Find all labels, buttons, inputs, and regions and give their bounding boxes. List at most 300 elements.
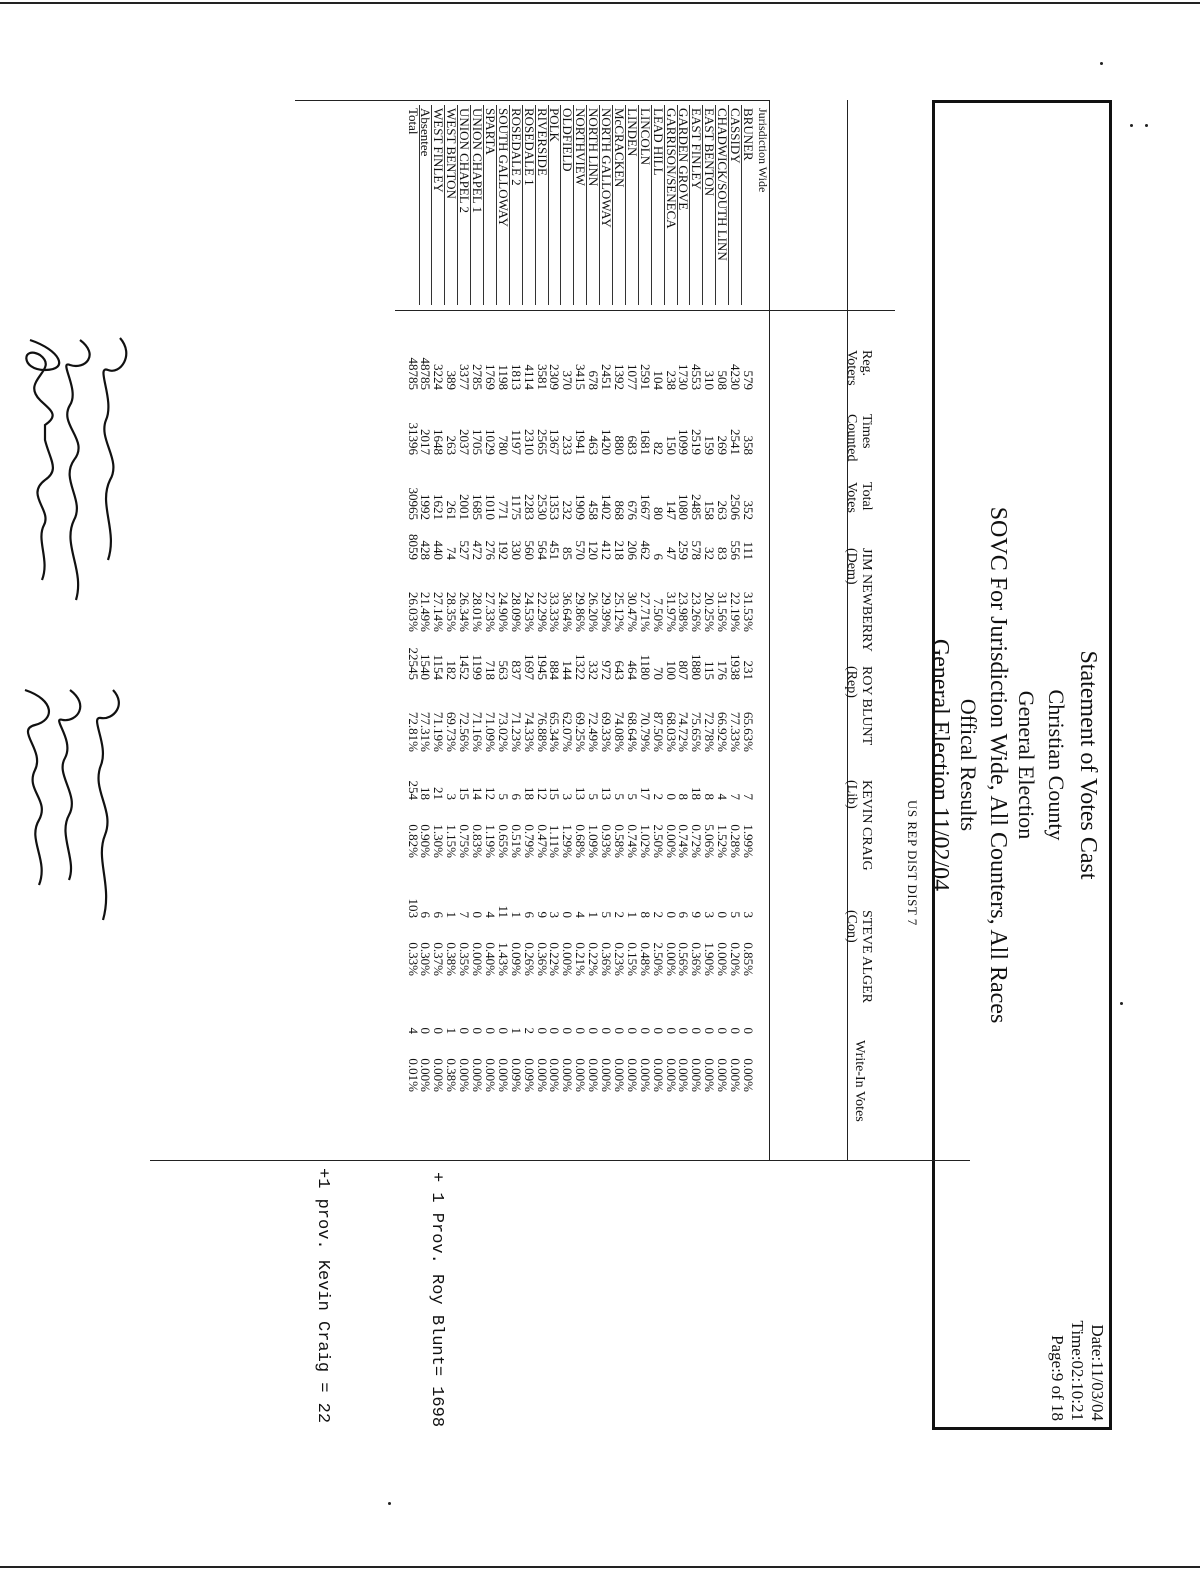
cell-bv: 1945 <box>534 654 550 680</box>
jurisdiction-name: EAST FINLEY <box>689 108 705 190</box>
cell-bv: 1199 <box>470 654 486 680</box>
cell-bp: 66.92% <box>715 711 731 752</box>
signature-left <box>0 330 140 660</box>
cell-cv: 15 <box>547 787 563 800</box>
jurisdiction-name: UNION CHAPEL 2 <box>457 108 473 213</box>
cell-wv: 0 <box>663 1027 679 1034</box>
cell-bp: 75.65% <box>689 711 705 752</box>
cell-times: 82 <box>650 442 666 455</box>
cell-bv: 807 <box>676 660 692 680</box>
cell-cp: 0.83% <box>470 824 486 858</box>
cell-reg: 370 <box>560 370 576 390</box>
cell-wv: 0 <box>483 1027 498 1034</box>
cell-bp: 71.09% <box>483 711 498 752</box>
results-status: Offical Results <box>956 698 981 832</box>
cell-total: 261 <box>444 500 460 520</box>
cell-times: 880 <box>612 435 627 455</box>
col-reg-voters-line2: Voters <box>844 350 859 386</box>
cell-nv: 192 <box>495 540 511 560</box>
cell-times: 2541 <box>728 429 744 455</box>
cell-cv: 7 <box>741 793 756 800</box>
cell-times: 1420 <box>599 429 615 455</box>
table-rule <box>395 310 895 311</box>
handwritten-note-blunt: + 1 Prov. Roy Blunt= 1698 <box>427 1172 446 1428</box>
jurisdiction-name: CASSIDY <box>728 108 744 164</box>
cell-nv: 47 <box>663 547 679 560</box>
cell-wv: 0 <box>457 1027 473 1034</box>
cell-bp: 72.56% <box>457 711 473 752</box>
cell-bp: 69.25% <box>573 711 589 752</box>
report-scope: SOVC For Jurisdiction Wide, All Counters, All Races <box>985 506 1011 1024</box>
cell-ap: 0.23% <box>612 942 627 976</box>
cell-times: 2017 <box>418 429 434 455</box>
cell-cp: 0.72% <box>689 824 705 858</box>
col-jurisdiction: Jurisdiction Wide <box>756 108 770 193</box>
cell-wp: 0.00% <box>418 1058 434 1092</box>
cell-nv: 259 <box>676 540 692 560</box>
cell-wv: 0 <box>573 1027 589 1034</box>
cell-wv: 0 <box>715 1027 731 1034</box>
cell-cp: 5.06% <box>702 824 718 858</box>
cell-bp: 65.63% <box>741 711 756 752</box>
cell-ap: 0.21% <box>573 942 589 976</box>
cell-nv: 578 <box>689 540 705 560</box>
cell-cv: 5 <box>586 793 602 800</box>
cell-total: 2485 <box>689 494 705 520</box>
signature-stroke <box>103 338 126 560</box>
cell-reg: 508 <box>715 370 731 390</box>
cell-np: 22.29% <box>534 591 550 632</box>
table-rule <box>295 100 770 101</box>
cell-bp: 62.07% <box>560 711 576 752</box>
cell-reg: 1077 <box>624 364 640 390</box>
cell-cp: 0.28% <box>728 824 744 858</box>
cell-wv: 0 <box>470 1027 486 1034</box>
cell-wp: 0.00% <box>689 1058 705 1092</box>
cell-cv: 5 <box>612 793 627 800</box>
cell-ap: 0.36% <box>599 942 615 976</box>
cell-cp: 0.51% <box>508 824 524 858</box>
cell-bv: 22545 <box>405 647 421 680</box>
col-blunt-line2: (Rep) <box>844 666 859 698</box>
cell-np: 31.53% <box>741 591 756 632</box>
jurisdiction-name: WEST FINLEY <box>431 108 447 193</box>
cell-cv: 21 <box>431 787 447 800</box>
cell-np: 26.03% <box>405 591 421 632</box>
cell-bv: 718 <box>483 660 498 680</box>
cell-wv: 0 <box>431 1027 447 1034</box>
handwritten-note-craig: +1 prov. Kevin Craig = 22 <box>313 1168 332 1424</box>
cell-total: 147 <box>663 500 679 520</box>
cell-cp: 0.74% <box>624 824 640 858</box>
cell-total: 352 <box>741 500 756 520</box>
cell-cp: 1.09% <box>586 824 602 858</box>
cell-cp: 0.90% <box>418 824 434 858</box>
cell-bp: 72.49% <box>586 711 602 752</box>
cell-reg: 1198 <box>495 364 511 390</box>
cell-cv: 5 <box>495 793 511 800</box>
cell-nv: 570 <box>573 540 589 560</box>
cell-nv: 564 <box>534 540 550 560</box>
col-alger-line2: (Con) <box>844 910 859 943</box>
cell-av: 6 <box>418 911 434 918</box>
cell-np: 36.64% <box>560 591 576 632</box>
cell-wp: 0.00% <box>457 1058 473 1092</box>
cell-av: 103 <box>405 898 421 918</box>
cell-times: 2565 <box>534 429 550 455</box>
cell-reg: 2451 <box>599 364 615 390</box>
cell-np: 28.35% <box>444 591 460 632</box>
cell-bv: 1938 <box>728 654 744 680</box>
cell-cv: 13 <box>599 787 615 800</box>
cell-cp: 1.02% <box>637 824 653 858</box>
cell-total: 1080 <box>676 494 692 520</box>
cell-total: 1353 <box>547 494 563 520</box>
jurisdiction-name: WEST BENTON <box>444 108 460 199</box>
col-craig <box>844 780 874 871</box>
cell-bv: 464 <box>624 660 640 680</box>
cell-av: 11 <box>495 905 511 918</box>
cell-np: 24.53% <box>521 591 537 632</box>
cell-cp: 1.30% <box>431 824 447 858</box>
cell-total: 1175 <box>508 494 524 520</box>
cell-ap: 0.85% <box>741 942 756 976</box>
cell-bv: 182 <box>444 660 460 680</box>
cell-cp: 0.47% <box>534 824 550 858</box>
cell-bv: 176 <box>715 660 731 680</box>
cell-np: 20.25% <box>702 591 718 632</box>
cell-bp: 74.33% <box>521 711 537 752</box>
cell-bv: 643 <box>612 660 627 680</box>
cell-cv: 8 <box>676 793 692 800</box>
col-craig-line1: KEVIN CRAIG <box>859 780 874 871</box>
cell-total: 1909 <box>573 494 589 520</box>
cell-times: 1099 <box>676 429 692 455</box>
cell-times: 1029 <box>483 429 498 455</box>
cell-av: 3 <box>547 911 563 918</box>
cell-wv: 1 <box>444 1027 460 1034</box>
col-newberry <box>844 548 874 652</box>
cell-times: 1681 <box>637 429 653 455</box>
cell-wv: 0 <box>676 1027 692 1034</box>
table-rule <box>150 1160 970 1161</box>
cell-ap: 0.30% <box>418 942 434 976</box>
col-blunt-line1: ROY BLUNT <box>859 666 874 746</box>
cell-wp: 0.00% <box>495 1058 511 1092</box>
cell-ap: 0.15% <box>624 942 640 976</box>
cell-cp: 0.93% <box>599 824 615 858</box>
cell-np: 31.56% <box>715 591 731 632</box>
cell-av: 0 <box>663 911 679 918</box>
cell-nv: 6 <box>650 553 666 560</box>
cell-total: 868 <box>612 500 627 520</box>
cell-bp: 68.03% <box>663 711 679 752</box>
jurisdiction-name: Total <box>405 108 421 135</box>
cell-bp: 69.33% <box>599 711 615 752</box>
col-newberry-line2: (Dem) <box>844 548 859 585</box>
cell-av: 2 <box>650 911 666 918</box>
cell-nv: 120 <box>586 540 602 560</box>
cell-nv: 560 <box>521 540 537 560</box>
cell-wv: 0 <box>547 1027 563 1034</box>
cell-cv: 12 <box>534 787 550 800</box>
cell-total: 158 <box>702 500 718 520</box>
cell-av: 6 <box>521 911 537 918</box>
cell-cv: 254 <box>405 780 421 800</box>
cell-ap: 0.22% <box>547 942 563 976</box>
cell-np: 29.39% <box>599 591 615 632</box>
cell-reg: 678 <box>586 370 602 390</box>
cell-cv: 14 <box>470 787 486 800</box>
cell-np: 31.97% <box>663 591 679 632</box>
cell-np: 33.33% <box>547 591 563 632</box>
cell-cp: 1.99% <box>741 824 756 858</box>
cell-wp: 0.00% <box>534 1058 550 1092</box>
cell-av: 1 <box>586 911 602 918</box>
election-name: General Election <box>1014 690 1039 840</box>
cell-av: 8 <box>637 911 653 918</box>
cell-wv: 0 <box>728 1027 744 1034</box>
cell-total: 1402 <box>599 494 615 520</box>
cell-times: 1705 <box>470 429 486 455</box>
jurisdiction-name: UNION CHAPEL 1 <box>470 108 486 213</box>
cell-cv: 12 <box>483 787 498 800</box>
col-total-votes-line1: Total <box>859 482 874 511</box>
cell-reg: 238 <box>663 370 679 390</box>
cell-times: 1941 <box>573 429 589 455</box>
jurisdiction-name: LINDEN <box>624 108 640 157</box>
cell-wv: 0 <box>741 1027 756 1034</box>
cell-np: 28.09% <box>508 591 524 632</box>
cell-bp: 87.50% <box>650 711 666 752</box>
cell-total: 1010 <box>483 494 498 520</box>
cell-reg: 4553 <box>689 364 705 390</box>
cell-ap: 1.90% <box>702 942 718 976</box>
cell-ap: 0.56% <box>676 942 692 976</box>
report-header-box <box>927 100 1112 1430</box>
cell-wp: 0.01% <box>405 1058 421 1092</box>
jurisdiction-name: LEAD HILL <box>650 108 666 176</box>
cell-wp: 0.00% <box>431 1058 447 1092</box>
cell-reg: 2591 <box>637 364 653 390</box>
col-reg-voters <box>844 350 874 386</box>
cell-bv: 563 <box>495 660 511 680</box>
cell-times: 780 <box>495 435 511 455</box>
cell-wp: 0.00% <box>624 1058 640 1092</box>
cell-nv: 527 <box>457 540 473 560</box>
col-craig-line2: (Lib) <box>844 780 859 809</box>
cell-ap: 0.36% <box>534 942 550 976</box>
cell-wp: 0.00% <box>612 1058 627 1092</box>
cell-bp: 65.34% <box>547 711 563 752</box>
cell-av: 5 <box>599 911 615 918</box>
cell-times: 2037 <box>457 429 473 455</box>
cell-wv: 0 <box>624 1027 640 1034</box>
jurisdiction-name: CHADWICK/SOUTH LINN <box>715 108 731 261</box>
col-total-votes <box>844 482 874 513</box>
report-title: Statement of Votes Cast <box>1075 650 1101 880</box>
cell-cv: 0 <box>663 793 679 800</box>
cell-total: 2530 <box>534 494 550 520</box>
cell-wv: 0 <box>689 1027 705 1034</box>
col-alger-line1: STEVE ALGER <box>859 910 874 1003</box>
cell-av: 6 <box>676 911 692 918</box>
cell-nv: 276 <box>483 540 498 560</box>
cell-cp: 1.29% <box>560 824 576 858</box>
cell-bp: 72.78% <box>702 711 718 752</box>
cell-bv: 1154 <box>431 654 447 680</box>
cell-cv: 5 <box>624 793 640 800</box>
cell-ap: 0.00% <box>663 942 679 976</box>
jurisdiction-name: POLK <box>547 108 563 142</box>
cell-bv: 837 <box>508 660 524 680</box>
cell-ap: 0.48% <box>637 942 653 976</box>
cell-bv: 1880 <box>689 654 705 680</box>
cell-bp: 72.81% <box>405 711 421 752</box>
col-reg-voters-line1: Reg. <box>859 350 874 377</box>
cell-wv: 0 <box>560 1027 576 1034</box>
cell-ap: 2.50% <box>650 942 666 976</box>
cell-wp: 0.00% <box>560 1058 576 1092</box>
cell-wv: 1 <box>508 1027 524 1034</box>
col-newberry-line1: JIM NEWBERRY <box>859 548 874 652</box>
cell-np: 28.01% <box>470 591 486 632</box>
county-name: Christian County <box>1044 689 1069 841</box>
jurisdiction-name: LINCOLN <box>637 108 653 166</box>
cell-bv: 1322 <box>573 654 589 680</box>
signature-stroke <box>59 690 80 880</box>
cell-av: 6 <box>431 911 447 918</box>
col-times-counted <box>844 414 874 461</box>
cell-reg: 1730 <box>676 364 692 390</box>
cell-av: 3 <box>702 911 718 918</box>
cell-cv: 17 <box>637 787 653 800</box>
report-date: Date:11/03/04 <box>1088 1324 1107 1421</box>
page-number: Page:9 of 18 <box>1048 1335 1067 1421</box>
cell-cp: 0.58% <box>612 824 627 858</box>
cell-bp: 69.73% <box>444 711 460 752</box>
cell-nv: 85 <box>560 547 576 560</box>
cell-ap: 0.20% <box>728 942 744 976</box>
cell-times: 269 <box>715 435 731 455</box>
cell-bv: 884 <box>547 660 563 680</box>
cell-av: 1 <box>508 911 524 918</box>
cell-np: 23.98% <box>676 591 692 632</box>
cell-av: 5 <box>728 911 744 918</box>
cell-times: 2310 <box>521 429 537 455</box>
cell-np: 25.12% <box>612 591 627 632</box>
signature-stroke <box>25 690 49 885</box>
cell-cp: 0.82% <box>405 824 421 858</box>
cell-nv: 83 <box>715 547 731 560</box>
cell-cp: 0.68% <box>573 824 589 858</box>
jurisdiction-name: GARDEN GROVE <box>676 108 692 211</box>
cell-cp: 0.65% <box>495 824 511 858</box>
jurisdiction-name: OLDFIELD <box>560 108 576 172</box>
cell-np: 27.33% <box>483 591 498 632</box>
cell-times: 150 <box>663 435 679 455</box>
jurisdiction-name: SOUTH GALLOWAY <box>495 108 511 228</box>
cell-cp: 1.11% <box>547 824 563 858</box>
cell-total: 80 <box>650 507 666 520</box>
cell-bp: 73.02% <box>495 711 511 752</box>
cell-bv: 231 <box>741 660 756 680</box>
cell-wv: 0 <box>418 1027 434 1034</box>
cell-reg: 310 <box>702 370 718 390</box>
cell-times: 159 <box>702 435 718 455</box>
cell-np: 24.90% <box>495 591 511 632</box>
cell-total: 676 <box>624 500 640 520</box>
cell-wv: 0 <box>586 1027 602 1034</box>
cell-av: 0 <box>470 911 486 918</box>
cell-wp: 0.00% <box>702 1058 718 1092</box>
cell-av: 9 <box>689 911 705 918</box>
cell-reg: 389 <box>444 370 460 390</box>
cell-nv: 218 <box>612 540 627 560</box>
jurisdiction-name: NORTHVIEW <box>573 108 589 186</box>
cell-wp: 0.00% <box>547 1058 563 1092</box>
cell-bv: 1452 <box>457 654 473 680</box>
cell-total: 2001 <box>457 494 473 520</box>
cell-wp: 0.00% <box>573 1058 589 1092</box>
cell-nv: 74 <box>444 547 460 560</box>
cell-wp: 0.09% <box>508 1058 524 1092</box>
cell-np: 7.50% <box>650 598 666 632</box>
col-blunt <box>844 666 874 745</box>
col-times-counted-line1: Times <box>859 414 874 449</box>
cell-reg: 3377 <box>457 364 473 390</box>
cell-bp: 76.88% <box>534 711 550 752</box>
cell-reg: 48785 <box>405 357 421 390</box>
cell-total: 1992 <box>418 494 434 520</box>
jurisdiction-name: RIVERSIDE <box>534 108 550 176</box>
cell-reg: 3581 <box>534 364 550 390</box>
cell-wp: 0.00% <box>586 1058 602 1092</box>
cell-ap: 0.40% <box>483 942 498 976</box>
cell-wp: 0.00% <box>637 1058 653 1092</box>
jurisdiction-name: NORTH LINN <box>586 108 602 187</box>
cell-cv: 3 <box>560 793 576 800</box>
cell-reg: 2309 <box>547 364 563 390</box>
cell-cp: 0.74% <box>676 824 692 858</box>
cell-nv: 330 <box>508 540 524 560</box>
cell-av: 3 <box>741 911 756 918</box>
election-date: General Election 11/02/04 <box>927 638 953 892</box>
signature-stroke <box>97 690 119 920</box>
cell-wp: 0.00% <box>715 1058 731 1092</box>
race-title: US REP DIST DIST 7 <box>905 800 920 926</box>
cell-cp: 1.15% <box>444 824 460 858</box>
cell-reg: 4114 <box>521 364 537 390</box>
signature-stroke <box>66 340 89 600</box>
cell-bp: 71.19% <box>431 711 447 752</box>
cell-bv: 100 <box>663 660 679 680</box>
cell-total: 1685 <box>470 494 486 520</box>
cell-np: 29.86% <box>573 591 589 632</box>
cell-nv: 428 <box>418 540 434 560</box>
cell-times: 1197 <box>508 429 524 455</box>
cell-nv: 111 <box>741 541 756 560</box>
cell-bp: 77.33% <box>728 711 744 752</box>
jurisdiction-name: Absentee <box>418 108 434 157</box>
cell-nv: 206 <box>624 540 640 560</box>
cell-wp: 0.00% <box>663 1058 679 1092</box>
cell-bp: 77.31% <box>418 711 434 752</box>
cell-nv: 32 <box>702 547 718 560</box>
cell-av: 1 <box>624 911 640 918</box>
report-time: Time:02:10:21 <box>1068 1320 1087 1421</box>
cell-np: 23.26% <box>689 591 705 632</box>
